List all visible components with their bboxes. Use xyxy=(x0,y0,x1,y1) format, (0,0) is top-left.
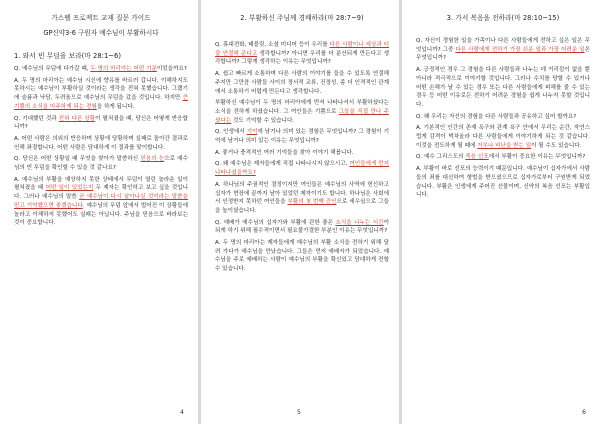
spacer xyxy=(215,29,389,41)
qa-paragraph xyxy=(416,66,590,110)
paragraph-text: 이 될 수도 있습니다. xyxy=(531,142,582,149)
section-heading: 2. 부활하신 주님께 경배하라(마 28:7~9) xyxy=(240,14,364,22)
paragraph-text: 생각합니까? 아니면 우리를 더 분산되게 만든다고 생각합니까? 그렇게 생각하는 이유는 무엇입니까? xyxy=(215,50,389,66)
lesson-title: GP신약3-6 구원자 예수님이 부활하시다 xyxy=(43,29,159,37)
qa-paragraph xyxy=(215,99,389,125)
highlighted-text: 여인들에게 먼저 나타나셨을까요? xyxy=(215,161,389,177)
qa-paragraph xyxy=(14,115,188,132)
paragraph-text: A. 쉽고 빠르게 소통하며 다른 사람의 이야기를 들을 수 있도록 연결해 주지만 그만큼 사람들 사이의 정서적 교류, 진정성, 좀 더 인격적인 관계에서 소통하기 어렵게 만든다고 생각합니다. xyxy=(215,71,389,95)
page-header: 가스펠 프로젝트 교재 질문 가이드 xyxy=(51,14,151,22)
qa-paragraph xyxy=(416,165,590,200)
page-5-content xyxy=(215,14,389,402)
highlighted-text: 부활의 첫 번째 증인 xyxy=(287,199,337,206)
highlighted-text: 다른 사람에게 전하기 가장 쉬운 일과 가장 어려운 일 xyxy=(455,46,585,53)
paragraph-text: A. 두 명의 마리아는 예수님 시신에 향유를 바르러 갑니다. 이해하지도 못하시는 예수님이 부활하실 것이라는 생각을 전혀 못했습니다. 그랬기에 슬픔과 낙담, 두려움으로 예수님의 무덤을 갔을 것입니다. 하지만 xyxy=(14,77,188,102)
highlighted-text: 그들을 직접 만나 주셨다는 xyxy=(215,108,389,124)
page-4 xyxy=(0,0,198,424)
highlighted-text: 어떤 일이 있었는지 xyxy=(45,185,94,192)
page-4-content xyxy=(14,14,188,402)
qa-paragraph xyxy=(215,70,389,96)
page-number: 5 xyxy=(297,409,301,416)
paragraph-text: Q. 예배가 예수님의 십자가와 부활에 관한 좋은 xyxy=(215,219,336,226)
paragraph-text: 에서 부활이 중요한 이유는 무엇입니까? xyxy=(488,154,586,161)
paragraph-text: A. 하나님의 주권적인 결정이지만 여인들은 예수님의 사역에 헌신하고 십자가 현장에 끝까지 남아 있었던 제자이기도 합니다. 하나님은 사회에서 인정받지 못하던 여인들을 xyxy=(215,181,389,206)
paragraph-text: A. 좋거나 충격적인 여러 기억들을 찾아 이야기 해봅니다. xyxy=(215,149,354,156)
qa-paragraph xyxy=(215,149,389,158)
paragraph-text: . 예수님의 무덤 앞에서 벌어진 이 상황들에 놀라고 이해하지 못했어도 실패는 아닙니다. 주님을 믿음으로 바라보는 것이 중요합니다. xyxy=(14,202,188,227)
paragraph-text: 두 제자는 확인하고 보고 싶을 것입니다. 그러나 예수님의 말씀 xyxy=(14,185,188,201)
paragraph-text: Q. 자신이 경험한 일을 가족이나 다른 사람들에게 전하고 싶은 일은 무엇입니까? 그중 xyxy=(416,38,590,53)
section-heading: 3. 가서 복음을 전하라(마 28:10~15) xyxy=(446,14,560,22)
paragraph-text: Q. 인생에서 xyxy=(215,129,247,136)
qa-paragraph xyxy=(215,160,389,177)
paragraph-text: 으로 세우심으로 그들을 높이셨습니다. xyxy=(215,199,389,214)
qa-paragraph xyxy=(14,135,188,152)
paragraph-text: A. 부활이 바로 선포의 능력이기 때문입니다. 예수님이 십자가에서 사람들의 죄를 대신하여 형벌을 받으셨으므로 십자가로부터 구원받게 되었습니다. 부활은 인생에게 주어진 선물이며, 신약의 복음 선포는 부활입니다. xyxy=(416,166,590,199)
page-6-content xyxy=(416,14,590,402)
paragraph-text: Q. 예수 그리스도의 xyxy=(416,154,466,161)
qa-list xyxy=(416,37,590,200)
paragraph-text: 것도 기억할 수 있습니다. xyxy=(231,117,295,124)
highlighted-text: 거부나 비난을 받는 일 xyxy=(477,142,532,149)
paragraph-text: 이었을까요? xyxy=(156,66,187,72)
qa-paragraph xyxy=(14,77,188,112)
paragraph-text: Q. 당신은 어떤 상황일 때 무엇을 찾아가 말씀하신 xyxy=(14,156,141,163)
paragraph-text: Q. 예수님의 무덤에 다가갈 때, xyxy=(14,66,91,72)
highlighted-text: 전혀 다른 상황 xyxy=(58,115,96,122)
page-5 xyxy=(201,0,399,424)
highlighted-text: 곧 예수님이 다시 살아나실 것이라는 말씀을 믿고 기억했으면 좋겠습니다 xyxy=(14,194,188,209)
qa-paragraph xyxy=(215,128,389,145)
paragraph-text: Q. 기대했던 것과 xyxy=(14,115,59,122)
qa-list xyxy=(14,65,188,228)
highlighted-text: 죽음 선포 xyxy=(465,154,489,161)
qa-paragraph xyxy=(215,219,389,236)
qa-paragraph xyxy=(14,65,188,74)
qa-paragraph xyxy=(215,181,389,216)
qa-paragraph xyxy=(14,176,188,228)
qa-paragraph xyxy=(215,239,389,274)
paragraph-text: 에 남거나 의미 있는 경험은 무엇입니까? 그 경험이 기억에 남거나 의미 있는 이유는 무엇입니까? xyxy=(215,129,389,145)
paragraph-text: 은 무엇입니까? xyxy=(416,46,590,62)
paragraph-text: Q. 왜 예수님은 제자들에게 직접 나타나시지 않으시고, xyxy=(215,161,350,168)
spacer xyxy=(416,29,590,37)
qa-paragraph xyxy=(14,155,188,172)
qa-paragraph xyxy=(416,37,590,63)
page-number: 4 xyxy=(180,409,184,416)
qa-paragraph xyxy=(416,153,590,162)
paragraph-text: 으로 예수님의 빈 무덤을 확인할 수 있을 것 같나요? xyxy=(14,156,188,172)
qa-paragraph xyxy=(416,113,590,122)
highlighted-text: 믿음의 눈 xyxy=(140,156,165,163)
section-heading: 1. 와서 빈 무덤을 보라(마 28:1~6) xyxy=(14,52,121,60)
qa-paragraph xyxy=(215,41,389,67)
paragraph-text: A. 어떤 사람은 의외의 반응하며 상황에 당황하며 실패로 돌아간 결과로 인해 좌절합니다. 어떤 사람은 담대하게 이 결과를 맞이합니다. xyxy=(14,135,188,151)
page-number: 6 xyxy=(582,409,586,416)
paragraph-text: A. 긍정적인 경우 그 경험을 다른 사람들과 나누는 데 거리낌이 없을 뿐 아니라 적극적으로 이야기할 것입니다. 그러나 수치를 당할 수 있거나 어떤 손해가 날 수 있는 경우 또는 다른 사람들에게 피해를 줄 수 있는 경우 등 어떤 이유로든 전하기 어려운 경험을 쉽게 나누지 못할 것입니다. xyxy=(416,67,590,108)
paragraph-text: 을 하게 됩니다. xyxy=(96,103,135,110)
highlighted-text: 소식을 나누는 시간 xyxy=(335,219,384,226)
highlighted-text: 큰 기쁨의 소식을 마주하게 되는 경험 xyxy=(14,95,188,110)
qa-list xyxy=(215,41,389,274)
qa-paragraph xyxy=(416,124,590,150)
paragraph-text: A. 두 명의 마리아는 제자들에게 예수님의 부활 소식을 전하기 위해 달려 가다가 예수님을 만났습니다. 그들은 먼저 예배자가 되었습니다. 예수님을 주로 예배하는 사람이 예수님의 부활을 확신있고 담대하게 전할 수 있습니다. xyxy=(215,240,389,273)
highlighted-text: 기억 xyxy=(246,129,258,136)
page-6 xyxy=(402,0,600,424)
paragraph-text: 부활하신 예수님이 두 명의 마리아에게 먼저 나타나셔서 부활하셨다는 소식을 전하게 하셨습니다. 그 여인들은 기쁨으로 xyxy=(215,100,389,115)
highlighted-text: 두 명의 마리아는 어떤 기분 xyxy=(90,66,157,72)
paragraph-text: Q. 휴대전화, 태블릿, 소셜 미디어 등이 우리를 xyxy=(215,42,330,48)
paragraph-text: A. 기본적인 인간의 존재 욕구와 관계 욕구 안에서 우리는 순간, 자연스럽게 감격이 벅차올라 다른 사람들에게 이야기하게 되는 것 같습니다. 이것을 전도하게 될 때에 xyxy=(416,125,590,149)
paragraph-text: A. 예수님의 부활을 예상하지 못한 상태에서 무덤이 열린 놀라운 일이 펼쳐졌을 때 xyxy=(14,176,188,192)
highlighted-text: 다른 사람이나 세상과 더 잘 연결해 준다고 xyxy=(215,42,389,57)
paragraph-text: 이 펼쳐졌을 때, 당신은 어떻게 반응합니까? xyxy=(14,115,188,131)
paragraph-text: Q. 왜 우리는 자신의 경험을 다른 사람들과 공유하고 싶어 할까요? xyxy=(416,113,577,120)
paragraph-text: 이 되게 하기 위해 필수적이면서 필요불가결한 부분인 이유는 무엇입니까? xyxy=(215,219,389,235)
